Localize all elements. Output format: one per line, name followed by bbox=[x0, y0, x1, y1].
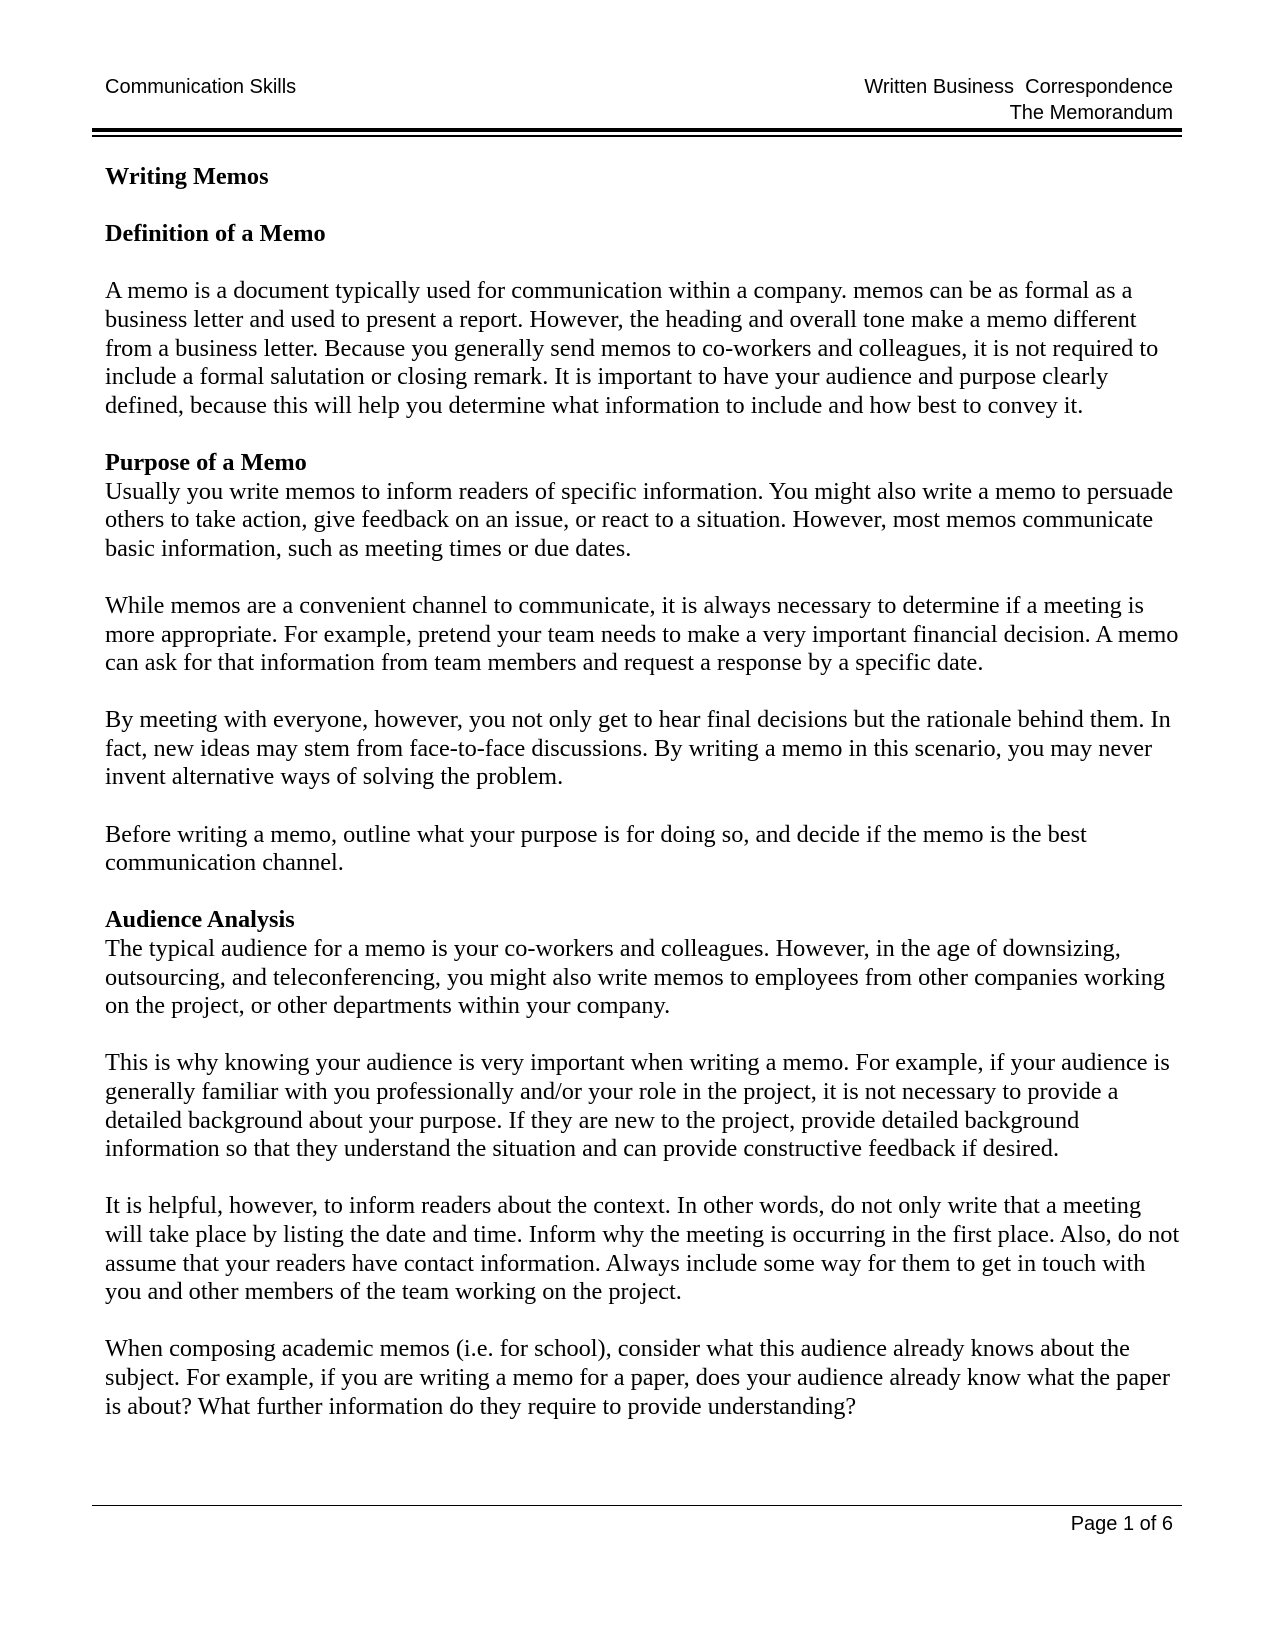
spacer bbox=[105, 563, 1180, 592]
spacer bbox=[105, 1164, 1180, 1193]
spacer bbox=[105, 1307, 1180, 1336]
spacer bbox=[105, 792, 1180, 821]
header-topic-line1: Written Business Correspondence bbox=[864, 76, 1173, 98]
header-topic bbox=[864, 74, 1173, 126]
paragraph: By meeting with everyone, however, you not only get to hear final decisions but the rationale behind them. In fact, new ideas may stem from face-to-face discussions. By writing a memo in this scenario, you may never invent alternative ways of solving the problem. bbox=[105, 706, 1171, 791]
paragraph: The typical audience for a memo is your co-workers and colleagues. However, in the age of downsizing, outsourcing, and teleconferencing, you might also write memos to employees from other companies working on the project, or other departments within your company. bbox=[105, 935, 1166, 1020]
paragraph: Usually you write memos to inform readers of specific information. You might also write a memo to persuade others to take action, give feedback on an issue, or react to a situation. However, most memos communicate basic information, such as meeting times or due dates. bbox=[105, 477, 1174, 562]
paragraph: It is helpful, however, to inform readers about the context. In other words, do not only write that a meeting will take place by listing the date and time. Inform why the meeting is occurring in the first place. Also, do not assume that your readers have contact information. Always include some way for them to get in touch with you and other members of the team working on the project. bbox=[105, 1192, 1180, 1306]
paragraph: Before writing a memo, outline what your purpose is for doing so, and decide if the memo is the best communication channel. bbox=[105, 820, 1087, 877]
header-topic-line2: The Memorandum bbox=[1009, 102, 1173, 124]
spacer bbox=[105, 1021, 1180, 1050]
page-number: Page 1 of 6 bbox=[1070, 1513, 1173, 1535]
header-rule-thick bbox=[92, 128, 1182, 132]
spacer bbox=[105, 878, 1180, 907]
paragraph: This is why knowing your audience is very important when writing a memo. For example, if your audience is generally familiar with you professionally and/or your role in the project, it is not necessary to provide a detailed background about your purpose. If they are new to the project, provide detailed background information so that they understand the situation and can provide constructive feedback if desired. bbox=[105, 1049, 1170, 1163]
document-body bbox=[105, 163, 1180, 1421]
page-title: Writing Memos bbox=[105, 163, 269, 190]
spacer bbox=[105, 192, 1180, 221]
paragraph: When composing academic memos (i.e. for school), consider what this audience already knows about the subject. For example, if you are writing a memo for a paper, does your audience already know what the paper is about? What further information do they require to provide understanding? bbox=[105, 1335, 1171, 1420]
spacer bbox=[105, 420, 1180, 449]
footer-rule bbox=[92, 1505, 1182, 1506]
spacer bbox=[105, 678, 1180, 707]
paragraph: While memos are a convenient channel to communicate, it is always necessary to determine if a meeting is more appropriate. For example, pretend your team needs to make a very important financial decision. A memo can ask for that information from team members and request a response by a specific date. bbox=[105, 591, 1179, 677]
section-heading-purpose: Purpose of a Memo bbox=[105, 448, 307, 476]
header-course-title: Communication Skills bbox=[105, 76, 297, 98]
section-heading-audience: Audience Analysis bbox=[105, 906, 295, 934]
header-rule-thin bbox=[92, 135, 1182, 137]
spacer bbox=[105, 249, 1180, 278]
section-heading-definition: Definition of a Memo bbox=[105, 220, 326, 248]
paragraph: A memo is a document typically used for communication within a company. memos can be as formal as a business letter and used to present a report. However, the heading and overall tone make a memo different from a business letter. Because you generally send memos to co-workers and colleagues, it is not required to include a formal salutation or closing remark. It is important to have your audience and purpose clearly defined, because this will help you determine what information to include and how best to convey it. bbox=[105, 277, 1159, 419]
